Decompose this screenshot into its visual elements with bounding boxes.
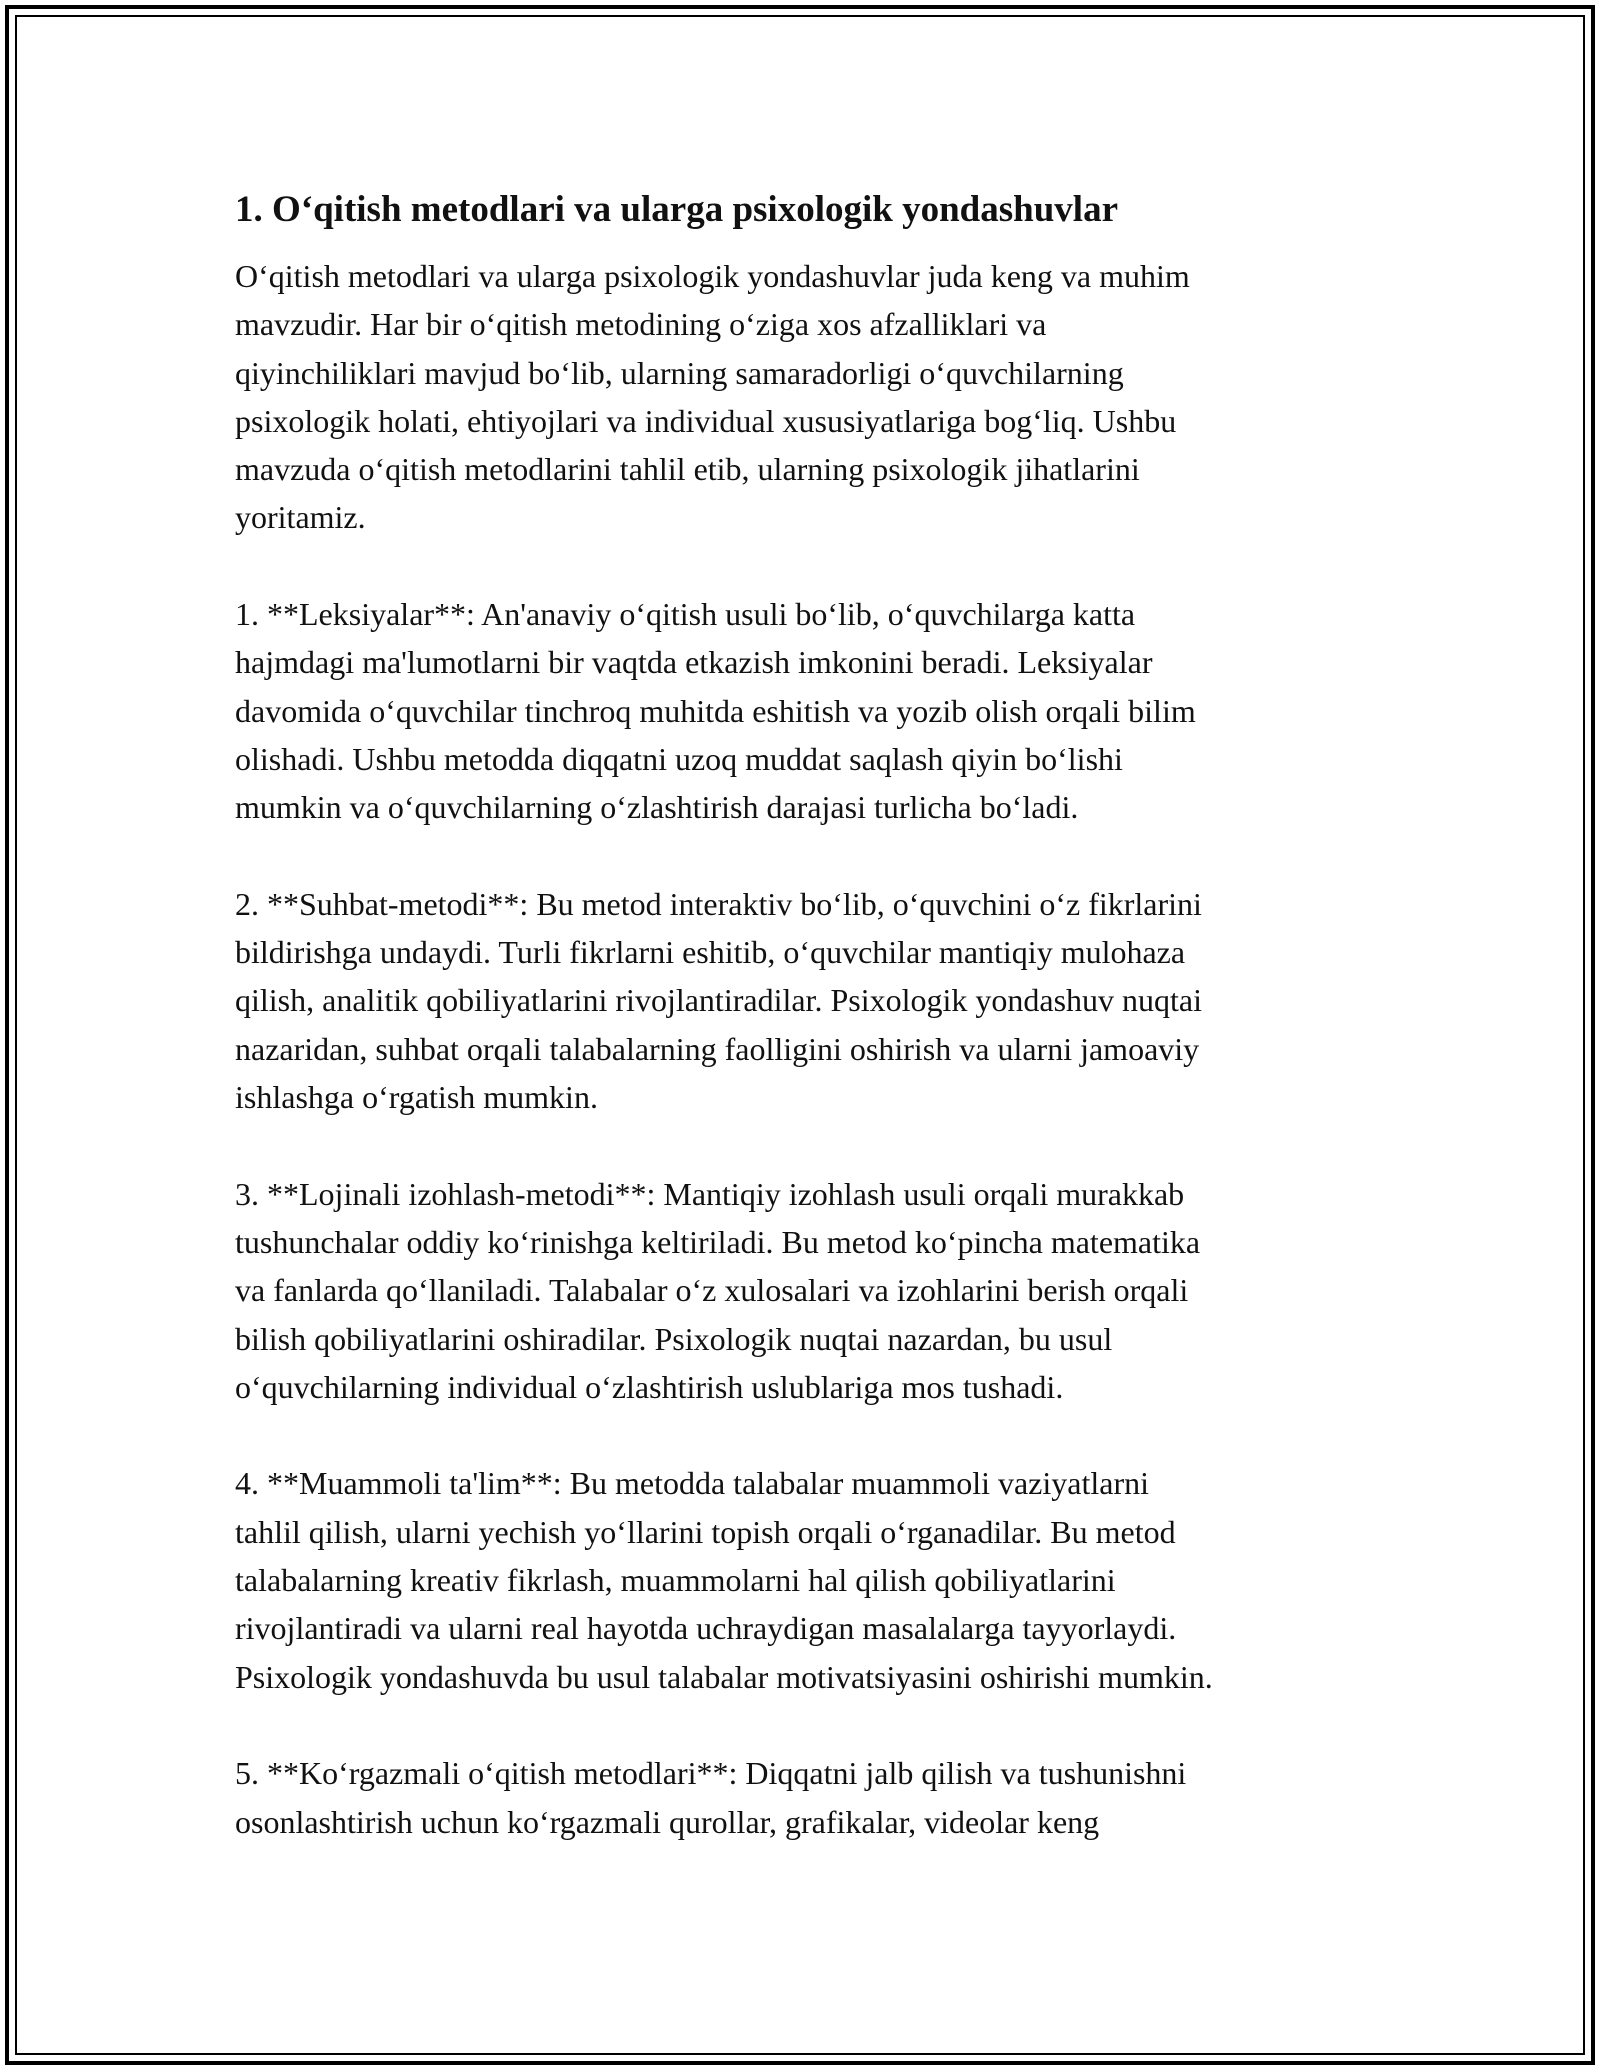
text-line: osonlashtirish uchun ko‘rgazmali qurollar, grafikalar, videolar keng: [235, 1803, 1100, 1840]
text-line: mavzuda o‘qitish metodlarini tahlil etib, ularning psixologik jihatlarini: [235, 451, 1140, 488]
text-line: 2. **Suhbat-metodi**: Bu metod interaktiv bo‘lib, o‘quvchini o‘z fikrlarini: [235, 885, 1202, 922]
text-line: tahlil qilish, ularni yechish yo‘llarini topish orqali o‘rganadilar. Bu metod: [235, 1513, 1176, 1550]
text-line: ishlashga o‘rgatish mumkin.: [235, 1079, 598, 1116]
text-line: rivojlantiradi va ularni real hayotda uchraydigan masalalarga tayyorlaydi.: [235, 1610, 1177, 1647]
method-paragraph-leksiyalar: [235, 590, 1375, 831]
text-line: Psixologik yondashuvda bu usul talabalar motivatsiyasini oshirishi mumkin.: [235, 1658, 1213, 1695]
method-paragraph-muammoli: [235, 1459, 1375, 1700]
text-line: qilish, analitik qobiliyatlarini rivojlantiradilar. Psixologik yondashuv nuqtai: [235, 982, 1202, 1019]
text-line: bilish qobiliyatlarini oshiradilar. Psixologik nuqtai nazardan, bu usul: [235, 1320, 1113, 1357]
text-line: o‘quvchilarning individual o‘zlashtirish uslublariga mos tushadi.: [235, 1368, 1064, 1405]
intro-paragraph: [235, 252, 1375, 542]
text-line: 4. **Muammoli ta'lim**: Bu metodda talabalar muammoli vaziyatlarni: [235, 1465, 1149, 1502]
text-line: olishadi. Ushbu metodda diqqatni uzoq muddat saqlash qiyin bo‘lishi: [235, 740, 1123, 777]
text-line: mumkin va o‘quvchilarning o‘zlashtirish darajasi turlicha bo‘ladi.: [235, 789, 1079, 826]
text-line: psixologik holati, ehtiyojlari va individual xususiyatlariga bog‘liq. Ushbu: [235, 402, 1177, 439]
text-line: va fanlarda qo‘llaniladi. Talabalar o‘z xulosalari va izohlarini berish orqali: [235, 1272, 1189, 1309]
method-paragraph-izohlash: [235, 1170, 1375, 1411]
document-title: 1. O‘qitish metodlari va ularga psixologik yondashuvlar: [235, 189, 1118, 230]
text-line: nazaridan, suhbat orqali talabalarning faolligini oshirish va ularni jamoaviy: [235, 1030, 1200, 1067]
text-line: hajmdagi ma'lumotlarni bir vaqtda etkazish imkonini beradi. Leksiyalar: [235, 644, 1153, 681]
text-line: talabalarning kreativ fikrlash, muammolarni hal qilish qobiliyatlarini: [235, 1562, 1116, 1599]
text-line: 5. **Ko‘rgazmali o‘qitish metodlari**: Diqqatni jalb qilish va tushunishni: [235, 1755, 1187, 1792]
text-line: davomida o‘quvchilar tinchroq muhitda eshitish va yozib olish orqali bilim: [235, 692, 1196, 729]
text-line: bildirishga undaydi. Turli fikrlarni eshitib, o‘quvchilar mantiqiy mulohaza: [235, 934, 1186, 971]
text-line: qiyinchiliklari mavjud bo‘lib, ularning samaradorligi o‘quvchilarning: [235, 354, 1124, 391]
text-line: yoritamiz.: [235, 499, 366, 536]
text-line: tushunchalar oddiy ko‘rinishga keltiriladi. Bu metod ko‘pincha matematika: [235, 1223, 1201, 1260]
text-line: mavzudir. Har bir o‘qitish metodining o‘ziga xos afzalliklari va: [235, 306, 1047, 343]
text-line: 3. **Lojinali izohlash-metodi**: Mantiqiy izohlash usuli orqali murakkab: [235, 1175, 1185, 1212]
method-paragraph-korgazmali: [235, 1749, 1375, 1846]
text-line: O‘qitish metodlari va ularga psixologik yondashuvlar juda keng va muhim: [235, 258, 1190, 294]
document-body: [235, 186, 1375, 1894]
text-line: 1. **Leksiyalar**: An'anaviy o‘qitish usuli bo‘lib, o‘quvchilarga katta: [235, 596, 1136, 633]
method-paragraph-suhbat: [235, 880, 1375, 1121]
